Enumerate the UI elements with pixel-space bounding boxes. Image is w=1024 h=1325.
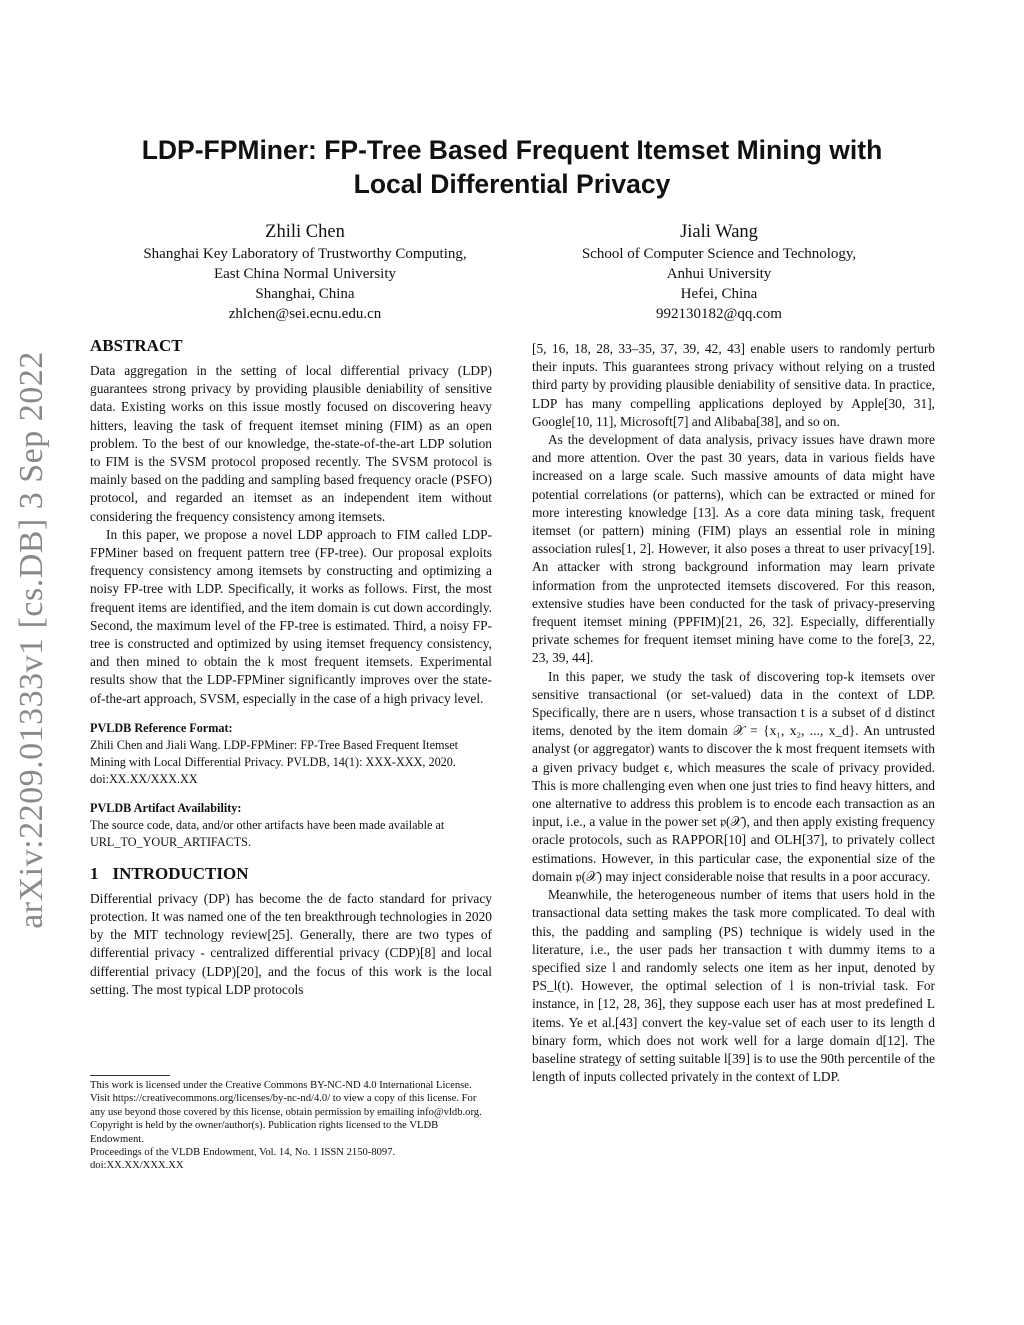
paper-title xyxy=(90,133,934,201)
license-note: This work is licensed under the Creative Commons BY-NC-ND 4.0 International License. Visit https://creativecommons.org/licenses/by-nc-nd/4.0/ to view a copy of this license. For any use beyond those covered by this license, obtain permission by emailing info@vldb.org. Copyright is held by the owner/author(s). Publication rights licensed to the VLDB Endowment. xyxy=(90,1080,482,1145)
arxiv-sidebar xyxy=(10,310,54,970)
author-affiliation: Shanghai Key Laboratory of Trustworthy Computing, xyxy=(143,246,467,262)
footnote-rule xyxy=(90,1075,170,1076)
author-affiliation: Anhui University xyxy=(666,266,772,282)
title-line-2: Local Differential Privacy xyxy=(353,169,671,199)
author-affiliation: East China Normal University xyxy=(213,266,397,282)
abstract-paragraph: In this paper, we propose a novel LDP approach to FIM called LDP-FPMiner based on frequent pattern tree (FP-tree). Our proposal exploits frequency consistency among itemsets by constructing and optimizing a noisy FP-tree with LDP. Specifically, it works as follows. First, the most frequent items are identified, and the item domain is cut down accordingly. Second, the maximum level of the FP-tree is estimated. Third, a noisy FP-tree is constructed and optimized by using itemset frequency consistency, and then mined to obtain the k most frequent itemsets. Experimental results show that the LDP-FPMiner significantly improves over the state-of-the-art approach, SVSM, especially in the case of a high privacy level. xyxy=(90,526,492,706)
footnote xyxy=(90,1075,492,1173)
author-block xyxy=(90,220,934,325)
reference-format-heading: PVLDB Reference Format: xyxy=(90,720,233,735)
proceedings-note: Proceedings of the VLDB Endowment, Vol. 14, No. 1 ISSN 2150-8097. xyxy=(90,1147,396,1159)
body-paragraph: Meanwhile, the heterogeneous number of items that users hold in the transactional data setting makes the task more complicated. To deal with this, the padding and sampling (PS) technique is widely used in the literature, i.e., the user pads her transaction t with dummy items to a specified size l and randomly selects one item as her input, denoted by PS_l(t). However, the optimal selection of l is non-trivial task. For instance, in [12, 28, 36], they suppose each user has at most predefined L items. Ye et al.[43] convert the key-value set of each user to its length d binary form, which does not work well for a large domain d[12]. The baseline strategy of setting suitable l[39] is to use the 90th percentile of the length of inputs collected privately in the context of LDP. xyxy=(532,887,935,1085)
abstract-heading: ABSTRACT xyxy=(90,336,183,355)
author-2 xyxy=(499,220,939,324)
author-email: zhlchen@sei.ecnu.edu.cn xyxy=(228,306,382,322)
author-name: Jiali Wang xyxy=(680,222,758,242)
body-paragraph: [5, 16, 18, 28, 33–35, 37, 39, 42, 43] enable users to randomly perturb their inputs. This guarantees strong privacy without relying on a trusted third party by providing plausible deniability of sensitive data. In practice, LDP has many compelling applications deployed by Apple[30, 31], Google[10, 11], Microsoft[7] and Alibaba[38], and so on. xyxy=(532,341,935,429)
section-number: 1 xyxy=(90,863,99,883)
title-line-1: LDP-FPMiner: FP-Tree Based Frequent Itemset Mining with xyxy=(141,135,883,165)
author-name: Zhili Chen xyxy=(265,222,345,242)
footnote-doi: doi:XX.XX/XXX.XX xyxy=(90,1160,184,1172)
artifact-heading: PVLDB Artifact Availability: xyxy=(90,800,242,815)
body-paragraph: In this paper, we study the task of discovering top-k itemsets over sensitive transactional (or set-valued) data in the context of LDP. Specifically, there are n users, whose transaction t is a subset of d distinct items, denoted by the item domain 𝒳 = {x₁, x₂, ..., x_d}. An untrusted analyst (or aggregator) wants to discover the k most frequent itemsets with a given privacy budget ϵ, which measures the scale of privacy provided. This is more challenging even when one just tries to find heavy hitters, and one alternative to address this problem is to encode each transaction as an input, i.e., a value in the power set 𝔭(𝒳), and then apply existing frequency oracle protocols, such as RAPPOR[10] and OLH[37], to privately collect estimations. However, in this particular case, the exponential size of the domain 𝔭(𝒳) may inject considerable noise that results in a poor accuracy. xyxy=(532,668,935,884)
reference-format-doi: doi:XX.XX/XXX.XX xyxy=(90,771,198,786)
section-heading-introduction xyxy=(90,863,492,885)
author-location: Hefei, China xyxy=(680,286,758,302)
author-location: Shanghai, China xyxy=(255,286,355,302)
body-paragraph: As the development of data analysis, privacy issues have drawn more and more attention. Over the past 30 years, data in various fields have increased on a large scale. Such massive amounts of data might have potential correlations (or patterns), which can be extracted or mined for more interesting knowledge [13]. As a core data mining task, frequent itemset (or pattern) mining (FIM) plays an essential role in mining association rules[1, 2]. However, it also poses a threat to user privacy[19]. An attacker with strong background information may learn private information from the unprotected itemsets discovered. For this reason, extensive studies have been conducted for the task of privacy-preserving frequent itemset mining (PPFIM)[21, 26, 32]. Especially, differentially private schemes for frequent itemset mining have come to the fore[3, 22, 23, 39, 44]. xyxy=(532,432,935,666)
artifact-text: The source code, data, and/or other artifacts have been made available at URL_TO_YOUR_ARTIFACTS. xyxy=(90,817,445,849)
arxiv-identifier: arXiv:2209.01333v1 [cs.DB] 3 Sep 2022 xyxy=(13,351,50,929)
author-1 xyxy=(85,220,525,324)
author-affiliation: School of Computer Science and Technology, xyxy=(581,246,857,262)
right-column xyxy=(532,340,935,1086)
author-email: 992130182@qq.com xyxy=(656,306,782,322)
section-title: INTRODUCTION xyxy=(112,863,249,883)
left-column xyxy=(90,335,492,999)
intro-paragraph: Differential privacy (DP) has become the de facto standard for privacy protection. It was named one of the ten breakthrough technologies in 2020 by the MIT technology review[25]. Generally, there are two types of differential privacy - centralized differential privacy (CDP)[8] and local differential privacy (LDP)[20], and the focus of this work is the local setting. The most typical LDP protocols xyxy=(90,890,492,997)
abstract-paragraph: Data aggregation in the setting of local differential privacy (LDP) guarantees strong privacy by providing plausible deniability of sensitive data. Existing works on this issue mostly focused on discovering heavy hitters, leaving the task of frequent itemset mining (FIM) as an open problem. To the best of our knowledge, the-state-of-the-art LDP solution to FIM is the SVSM protocol proposed recently. The SVSM protocol is mainly based on the padding and sampling based frequency oracle (PSFO) protocol, and regarded an itemset as an independent item without considering the frequency consistency among itemsets. xyxy=(90,363,492,524)
reference-format-text: Zhili Chen and Jiali Wang. LDP-FPMiner: FP-Tree Based Frequent Itemset Mining with Local Differential Privacy. PVLDB, 14(1): XXX-XXX, 2020. xyxy=(90,737,458,769)
